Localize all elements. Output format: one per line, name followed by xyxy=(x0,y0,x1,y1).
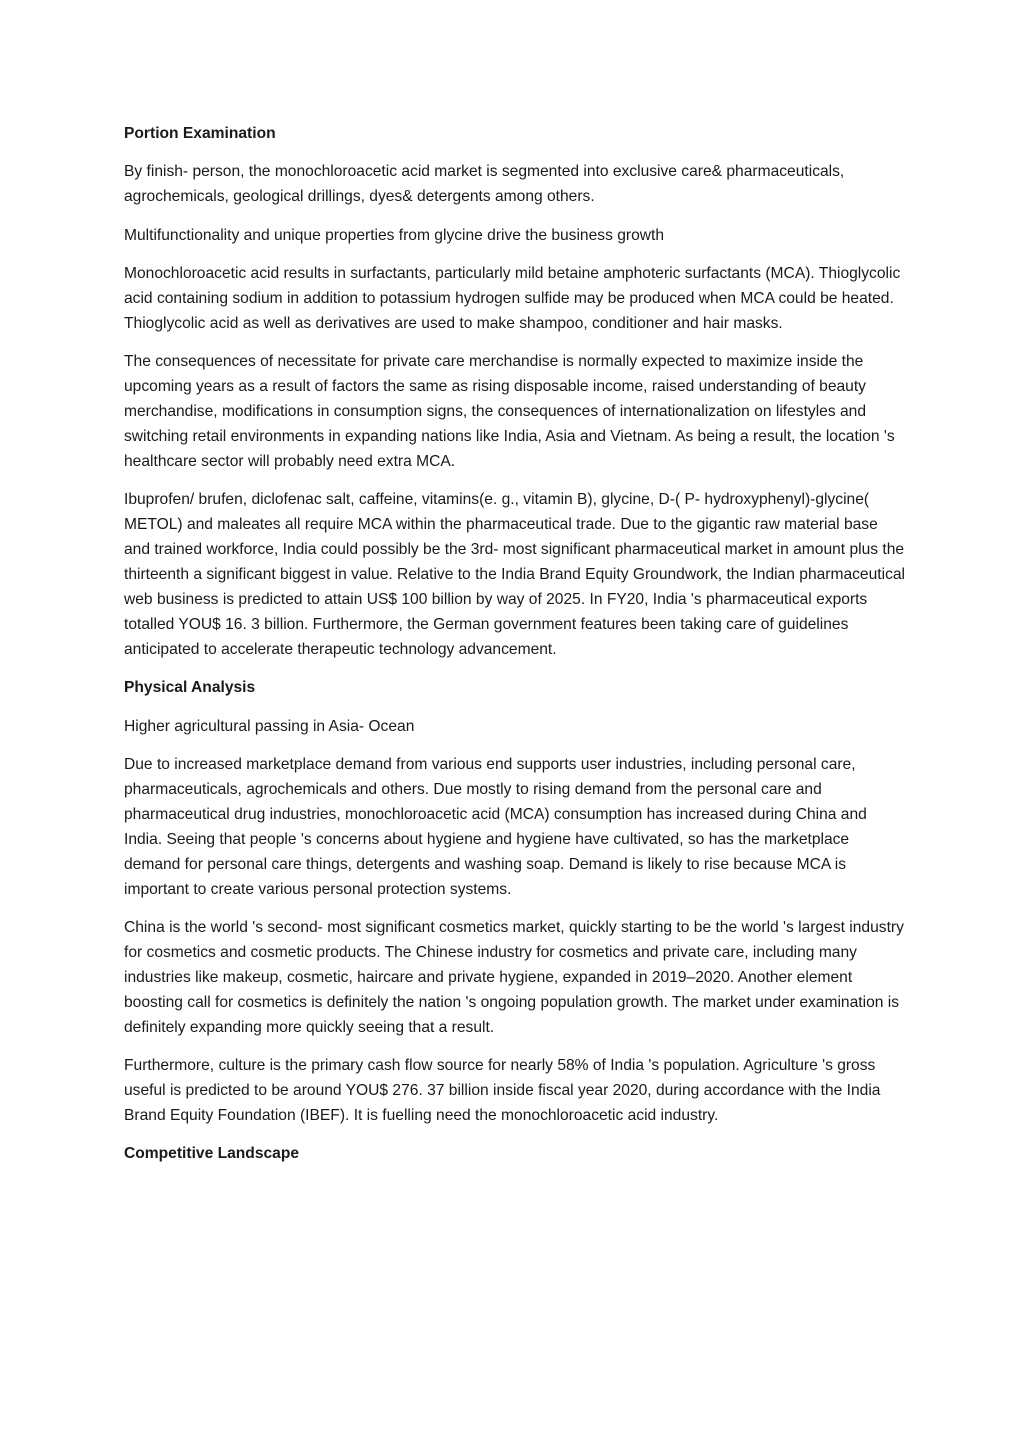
paragraph-marketplace-demand: Due to increased marketplace demand from various end supports user industries, including personal care, pharmaceuticals, agrochemicals and others. Due mostly to rising demand from the personal care and pharmaceutical drug industries, monochloroacetic acid (MCA) consumption has increased during China and India. Seeing that people 's concerns about hygiene and hygiene have cultivated, so has the marketplace demand for personal care things, detergents and washing soap. Demand is likely to rise because MCA is important to create various personal protection systems. xyxy=(124,756,867,898)
paragraph-end-person-segmentation: By finish- person, the monochloroacetic acid market is segmented into exclusive care& pharmaceuticals, agrochemicals, geological drillings, dyes& detergents among others. xyxy=(124,163,845,206)
document-page xyxy=(124,122,906,1181)
section-heading-portion-examination: Portion Examination xyxy=(124,125,276,142)
paragraph-glycine-growth: Multifunctionality and unique properties from glycine drive the business growth xyxy=(124,226,665,244)
paragraph-private-care-demand: The consequences of necessitate for private care merchandise is normally expected to maximize inside the upcoming years as a result of factors the same as rising disposable income, raised understanding of beauty merchandise, modifications in consumption signs, the consequences of internationalization on lifestyles and switching retail environments in expanding nations like India, Asia and Vietnam. As being a result, the location 's healthcare sector will probably need extra MCA. xyxy=(124,353,895,470)
paragraph-china-cosmetics: China is the world 's second- most significant cosmetics market, quickly starting to be the world 's largest industry for cosmetics and cosmetic products. The Chinese industry for cosmetics and private care, including many industries like makeup, cosmetic, haircare and private hygiene, expanded in 2019–2020. Another element boosting call for cosmetics is definitely the nation 's ongoing population growth. The market under examination is definitely expanding more quickly seeing that a result. xyxy=(124,918,904,1036)
section-heading-competitive-landscape: Competitive Landscape xyxy=(124,1145,300,1163)
paragraph-pharmaceutical: Ibuprofen/ brufen, diclofenac salt, caffeine, vitamins(e. g., vitamin B), glycine, D-( P- hydroxyphenyl)-glycine( METOL) and maleates all require MCA within the pharmaceutical trade. Due to the gigantic raw material base and trained workforce, India could possibly be the 3rd- most significant pharmaceutical market in amount plus the thirteenth a significant biggest in value. Relative to the India Brand Equity Groundwork, the Indian pharmaceutical web business is predicted to attain US$ 100 billion by way of 2025. In FY20, India 's pharmaceutical exports totalled YOU$ 16. 3 billion. Furthermore, the German government features been taking care of guidelines anticipated to accelerate therapeutic technology advancement. xyxy=(124,491,906,658)
section-heading-physical-analysis: Physical Analysis xyxy=(124,679,256,697)
paragraph-asia-ocean: Higher agricultural passing in Asia- Ocean xyxy=(124,717,415,735)
paragraph-india-agriculture: Furthermore, culture is the primary cash flow source for nearly 58% of India 's population. Agriculture 's gross useful is predicted to be around YOU$ 276. 37 billion inside fiscal year 2020, during accordance with the India Brand Equity Foundation (IBEF). It is fuelling need the monochloroacetic acid industry. xyxy=(124,1057,881,1124)
paragraph-surfactants: Monochloroacetic acid results in surfactants, particularly mild betaine amphoteric surfactants (MCA). Thioglycolic acid containing sodium in addition to potassium hydrogen sulfide may be produced when MCA could be heated. Thioglycolic acid as well as derivatives are used to make shampoo, conditioner and hair masks. xyxy=(124,265,901,332)
